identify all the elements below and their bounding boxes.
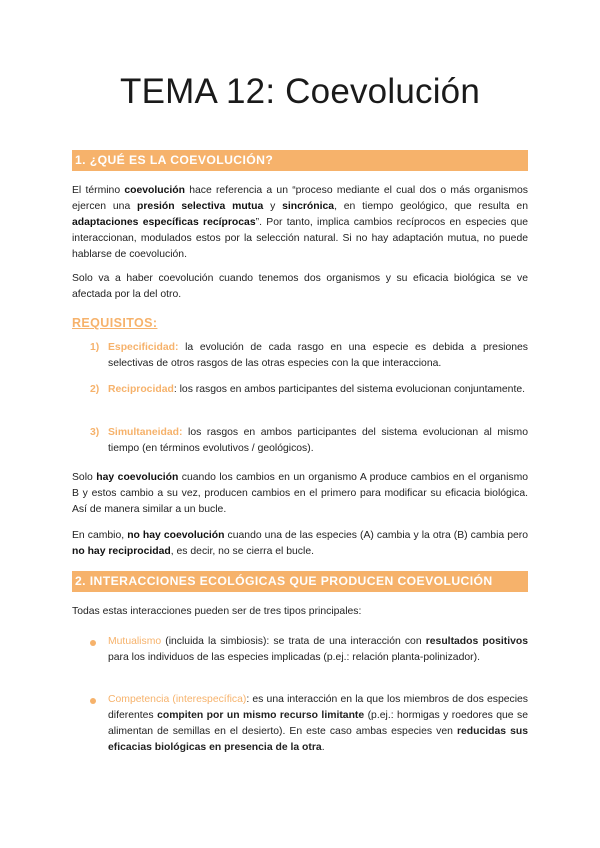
paragraph-hay-coevolucion — [72, 470, 528, 518]
bold-term: no hay reciprocidad — [72, 546, 171, 557]
text-run: hace referencia a un “proceso mediante el cual dos o más organismos ejercen una — [72, 185, 529, 212]
text-run: (p.ej.: hormigas y roedores que se alimentan de semillas en el desierto). En este caso ambas especies ven — [108, 710, 528, 737]
bold-term: reducidas sus eficacias biológicas en presencia de la otra — [108, 726, 528, 753]
bold-term: resultados positivos — [425, 636, 528, 647]
requisitos-heading: REQUISITOS: — [72, 316, 158, 330]
text-run: Solo — [72, 472, 97, 483]
page-title: TEMA 12: Coevolución — [119, 72, 480, 111]
paragraph-efficacy: Solo va a haber coevolución cuando tenemos dos organismos y su eficacia biológica se ve afectada por la del otro. — [72, 273, 528, 300]
list-term: Especificidad: — [108, 342, 179, 353]
bold-term: compiten por un mismo recurso limitante — [157, 710, 365, 721]
text-run: , es decir, no se cierra el bucle. — [170, 546, 314, 557]
section-2-heading: 2. INTERACCIONES ECOLÓGICAS QUE PRODUCEN COEVOLUCIÓN — [72, 571, 528, 592]
bold-term: adaptaciones específicas recíprocas — [72, 217, 256, 228]
list-item-especificidad — [108, 340, 528, 372]
list-number: 1) — [90, 342, 100, 353]
bold-term: no hay coevolución — [127, 530, 225, 541]
text-run: , en tiempo geológico, que resulta en — [334, 201, 528, 212]
list-item-reciprocidad — [108, 382, 528, 398]
bold-term: sincrónica — [282, 201, 335, 212]
list-number: 3) — [90, 427, 100, 438]
text-run: (incluida la simbiosis): se trata de una interacción con — [161, 636, 426, 647]
text-run: ”. Por tanto, implica cambios recíprocos en especies que interaccionan, modulados estos por la selección natural. Si no hay adaptación mutua, no puede hablarse de coevolución. — [72, 217, 529, 260]
bold-term: presión selectiva mutua — [137, 201, 264, 212]
text-run: para los individuos de las especies implicadas (p.ej.: relación planta-polinizador). — [108, 652, 480, 663]
list-number: 2) — [90, 384, 100, 395]
list-term: Reciprocidad — [108, 384, 174, 395]
bullet-term: Competencia (interespecífica) — [108, 694, 247, 705]
bullet-item-mutualismo — [108, 634, 528, 666]
text-run: cuando una de las especies (A) cambia y la otra (B) cambia pero — [224, 530, 529, 541]
text-run: El término — [72, 185, 125, 196]
text-run: cuando los cambios en un organismo A produce cambios en el organismo B y estos cambio a su vez, producen cambios en el primero para modificar su eficacia biológica. Así de manera similar a un bucle. — [72, 472, 529, 515]
text-run: y — [263, 201, 283, 212]
list-text: los rasgos en ambos participantes del sistema evolucionan al mismo tiempo (en términos evolutivos / geológicos). — [108, 427, 528, 454]
text-run: . — [321, 742, 325, 753]
text-run: : es una interacción en la que los miembros de dos especies diferentes — [108, 694, 528, 721]
list-text: : los rasgos en ambos participantes del sistema evolucionan conjuntamente. — [173, 384, 525, 395]
bold-term: coevolución — [124, 185, 185, 196]
bold-term: hay coevolución — [96, 472, 179, 483]
bullet-term: Mutualismo — [108, 636, 162, 647]
list-item-simultaneidad — [108, 425, 528, 457]
paragraph-definition — [72, 183, 528, 263]
list-text: la evolución de cada rasgo en una especie es debida a presiones selectivas de otros rasgos de las otras especies con la que interacciona. — [108, 342, 528, 369]
section-1-heading: 1. ¿QUÉ ES LA COEVOLUCIÓN? — [72, 150, 528, 171]
list-term: Simultaneidad: — [108, 427, 183, 438]
bullet-icon — [90, 698, 96, 704]
bullet-item-competencia — [108, 692, 528, 756]
text-run: En cambio, — [72, 530, 128, 541]
paragraph-no-hay-coevolucion — [72, 528, 528, 560]
paragraph-tipos: Todas estas interacciones pueden ser de tres tipos principales: — [72, 606, 362, 617]
bullet-icon — [90, 640, 96, 646]
